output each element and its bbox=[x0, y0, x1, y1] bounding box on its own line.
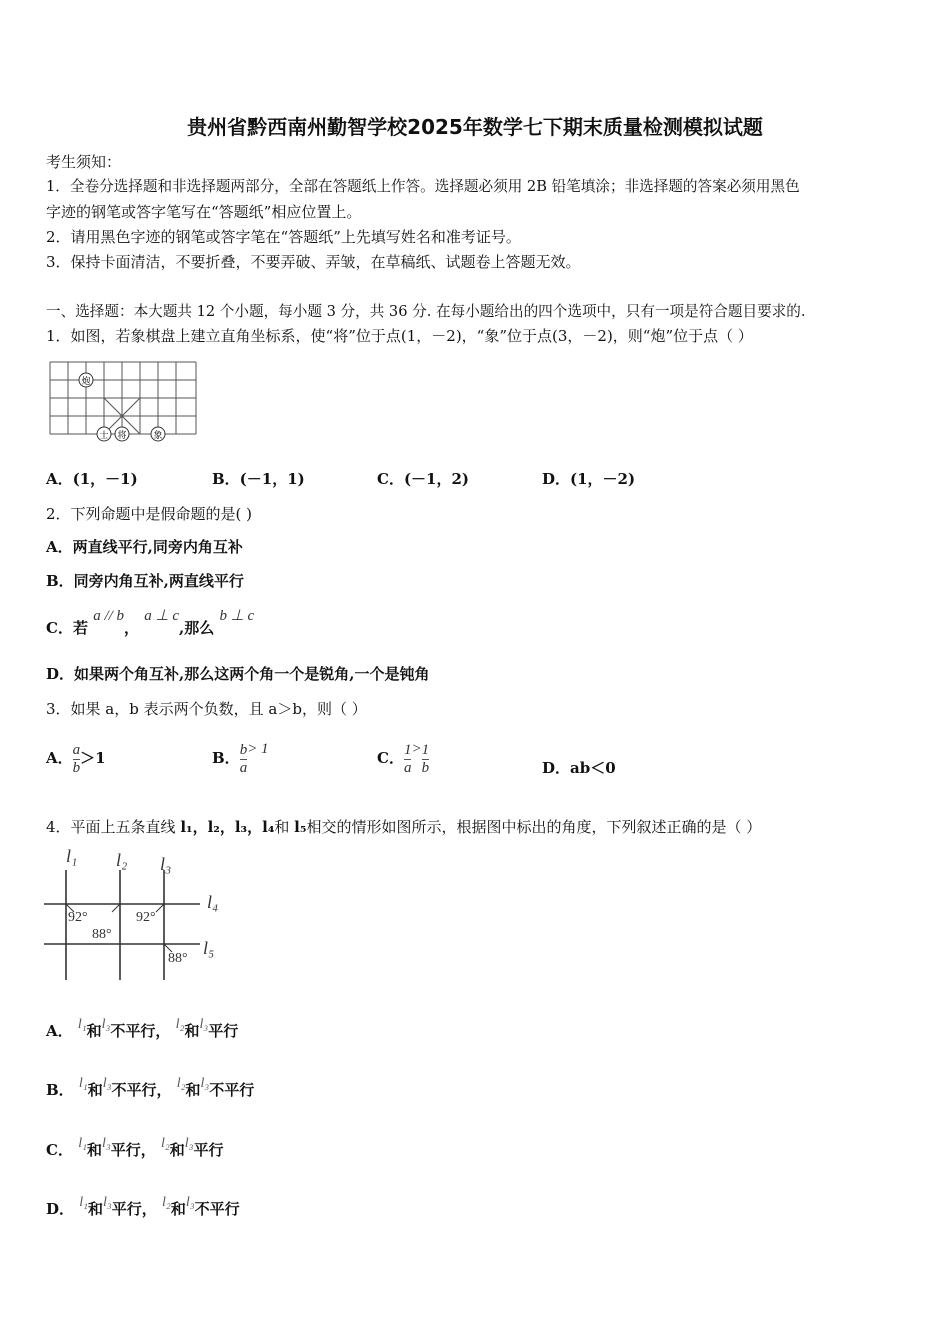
xiang-piece bbox=[151, 427, 165, 441]
angle-3: 88° bbox=[92, 927, 112, 942]
q1-option-d[interactable]: D．(1，－2) bbox=[542, 470, 636, 488]
section-heading: 一、选择题：本大题共 12 个小题，每小题 3 分，共 36 分. 在每小题给出的四个选项中，只有一项是符合题目要求的. bbox=[46, 303, 806, 320]
angle-1: 92° bbox=[68, 910, 88, 925]
notice-item-2: 2．请用黑色字迹的钢笔或答字笔在“答题纸”上先填写姓名和准考证号。 bbox=[46, 228, 521, 246]
q4-option-d[interactable]: D． l₁和l₃平行， l₂和l₃不平行 bbox=[46, 1195, 240, 1218]
q1-stem: 1．如图，若象棋盘上建立直角坐标系，使“将”位于点(1，－2)，“象”位于点(3，－2)，则“炮”位于点（ ） bbox=[46, 327, 753, 345]
q3-option-b[interactable]: B． $\frac{b}{a}$ > 1 bbox=[212, 741, 269, 776]
q1-option-a[interactable]: A．(1，－1) bbox=[46, 470, 138, 488]
q4-option-b[interactable]: B． l₁和l₃不平行， l₂和l₃不平行 bbox=[46, 1076, 255, 1099]
q2-option-a[interactable]: A．两直线平行,同旁内角互补 bbox=[46, 538, 243, 556]
notice-item-1a: 1．全卷分选择题和非选择题两部分，全部在答题纸上作答。选择题必须用 2B 铅笔填涂；非选择题的答案必须用黑色 bbox=[46, 178, 800, 195]
q2-stem: 2．下列命题中是假命题的是( ) bbox=[46, 505, 253, 523]
angle-2: 92° bbox=[136, 910, 156, 925]
pao-piece bbox=[79, 373, 93, 387]
shi-piece bbox=[97, 427, 111, 441]
notice-item-1b: 字迹的钢笔或答字笔写在“答题纸”相应位置上。 bbox=[46, 203, 362, 221]
chessboard-figure bbox=[46, 358, 201, 443]
svg-text:象: 象 bbox=[153, 430, 163, 440]
svg-text:炮: 炮 bbox=[81, 376, 91, 386]
q3-option-d[interactable]: D．ab＜0 bbox=[542, 759, 616, 777]
notice-item-3: 3．保持卡面清洁，不要折叠，不要弄破、弄皱，在草稿纸、试题卷上答题无效。 bbox=[46, 253, 581, 271]
label-l3: l₃ bbox=[160, 854, 172, 874]
notice-heading: 考生须知： bbox=[46, 153, 122, 171]
q3-option-c[interactable]: C． $\frac{1}{a}$ > $\frac{1}{b}$ bbox=[377, 741, 430, 776]
q2-option-d[interactable]: D．如果两个角互补,那么这两个角一个是锐角,一个是钝角 bbox=[46, 665, 430, 683]
q4-option-a[interactable]: A． l₁和l₃不平行， l₂和l₃平行 bbox=[46, 1017, 239, 1040]
svg-text:士: 士 bbox=[99, 430, 109, 440]
q1-option-c[interactable]: C．(－1，2) bbox=[377, 470, 470, 488]
q2-option-b[interactable]: B．同旁内角互补,两直线平行 bbox=[46, 572, 244, 590]
label-l1: l₁ bbox=[66, 846, 78, 866]
q3-stem: 3．如果 a，b 表示两个负数，且 a＞b，则（ ） bbox=[46, 700, 367, 718]
page-title: 贵州省黔西南州勤智学校2025年数学七下期末质量检测模拟试题 bbox=[187, 115, 763, 139]
lines-figure bbox=[40, 842, 240, 984]
svg-text:将: 将 bbox=[117, 430, 127, 440]
q3-option-a[interactable]: A． $\frac{a}{b}$ ＞1 bbox=[46, 741, 106, 776]
label-l5: l₅ bbox=[203, 938, 215, 958]
q4-option-c[interactable]: C． l₁和l₃平行， l₂和l₃平行 bbox=[46, 1136, 224, 1159]
angle-4: 88° bbox=[168, 951, 188, 966]
label-l2: l₂ bbox=[116, 850, 128, 870]
jiang-piece bbox=[115, 427, 129, 441]
q1-option-b[interactable]: B．(－1，1) bbox=[212, 470, 305, 488]
q4-stem: 4．平面上五条直线 l₁，l₂，l₃，l₄和 l₅相交的情形如图所示，根据图中标出的角度，下列叙述正确的是（ ） bbox=[46, 818, 762, 836]
q2-option-c[interactable]: C．若 a // b， a ⊥ c,那么 b ⊥ c bbox=[46, 608, 255, 637]
label-l4: l₄ bbox=[207, 892, 219, 912]
